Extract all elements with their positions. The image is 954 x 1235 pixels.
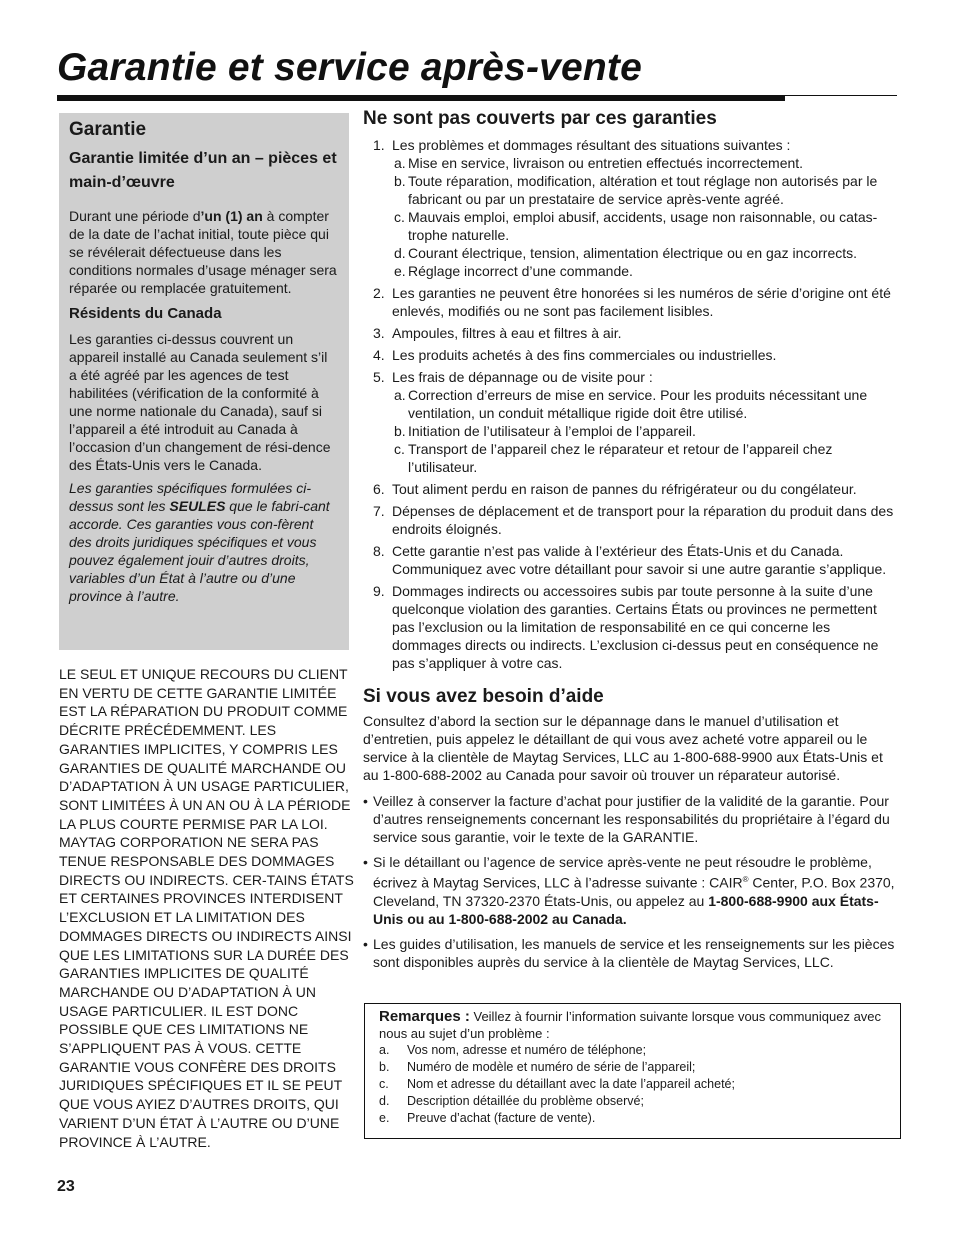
exclusion-subitem — [392, 440, 901, 476]
list-item — [363, 935, 901, 971]
warranty-intro-pre: Durant une période d — [69, 208, 201, 224]
subitem-letter: a. — [394, 155, 406, 171]
exclusion-text: Dommages indirects ou accessoires subis par toute personne à la suite d’une quelconque violation des garanties. Certains États ou provinces ne permettent pas l’exclusion ou la limitation de responsabilité en ce qui concerne les dommages directs ou indirects. L’exclusion ci-dessus peut en conséquence ne pas s’appliquer à votre cas. — [392, 583, 879, 671]
exclusion-subitem — [392, 154, 901, 172]
subitem-text: Transport de l’appareil chez le réparateur et retour de l’appareil chez l’utilisateur. — [408, 441, 833, 475]
title-rule — [57, 95, 785, 101]
help-bullet-3: Les guides d’utilisation, les manuels de service et les renseignements sur les pièces sont disponibles auprès du service à la clientèle de Maytag Services, LLC. — [373, 935, 895, 970]
specific-post: que le fabri-cant accorde. Ces garanties vous con-fèrent des droits juridiques spécifiques et vous pouvez également jouir d’autres droits, variables d’un État à l’autre ou d’une province à l’autre. — [69, 498, 330, 604]
exclusion-item — [363, 368, 901, 476]
exclusion-subitem — [392, 422, 901, 440]
exclusion-sublist — [392, 154, 901, 280]
subitem-letter: a. — [394, 387, 406, 403]
remarks-list — [379, 1042, 890, 1127]
subitem-letter: d. — [394, 245, 406, 261]
remarks-intro — [379, 1008, 890, 1042]
exclusion-text: Cette garantie n’est pas valide à l’extérieur des États-Unis et du Canada. Communiquez avec votre détaillant pour savoir si une autre garantie s’applique. — [392, 543, 887, 577]
subitem-letter: c. — [394, 441, 405, 457]
list-item — [363, 792, 901, 846]
warranty-intro — [69, 207, 339, 297]
exclusion-item — [363, 502, 901, 538]
exclusion-item — [363, 136, 901, 280]
remarks-box — [364, 1003, 901, 1139]
remark-item — [379, 1076, 890, 1093]
help-bullet-2-mid: Center, P.O. Box 2370, Cleveland, TN 37320-2370 États-Unis, ou appelez au — [373, 874, 895, 909]
subitem-text: Réglage incorrect d’une commande. — [408, 263, 633, 279]
specific-bold: SEULES — [169, 498, 226, 514]
exclusion-subitem — [392, 262, 901, 280]
help-bullets — [363, 792, 901, 971]
exclusion-item — [363, 324, 901, 342]
list-item — [363, 853, 901, 928]
remarks-label: Remarques : — [379, 1008, 470, 1025]
subitem-letter: c. — [394, 209, 405, 225]
exclusion-sublist — [392, 386, 901, 476]
exclusion-item — [363, 480, 901, 498]
exclusion-subitem — [392, 386, 901, 422]
exclusion-item — [363, 346, 901, 364]
exclusion-number: 1. — [373, 137, 385, 153]
subitem-text: Courant électrique, tension, alimentation électrique ou en gaz incorrects. — [408, 245, 858, 261]
exclusion-number: 6. — [373, 481, 385, 497]
exclusion-number: 3. — [373, 325, 385, 341]
help-intro: Consultez d’abord la section sur le dépannage dans le manuel d’utilisation et d’entretien, puis appelez le détaillant de qui vous avez acheté votre appareil ou le service à la clientèle de Maytag Services, LLC au 1-800-688-9900 aux États-Unis et au 1-800-688-2002 au Canada pour savoir où trouver un réparateur autorisé. — [363, 713, 883, 783]
right-column — [363, 108, 901, 978]
remark-item — [379, 1110, 890, 1127]
specific-pre: Les garanties spécifiques formulées ci-dessus sont les — [69, 480, 312, 514]
exclusion-text: Les frais de dépannage ou de visite pour : — [392, 369, 653, 385]
registered-mark: ® — [742, 875, 749, 884]
warranty-intro-post: à compter de la date de l’achat initial, toute pièce qui se révélerait défectueuse dans les conditions normales d’usage ménager sera réparée ou remplacée gratuitement. — [69, 208, 337, 296]
remark-text: Numéro de modèle et numéro de série de l’appareil; — [407, 1060, 696, 1074]
page-title: Garantie et service après-vente — [57, 46, 643, 89]
subitem-letter: b. — [394, 423, 406, 439]
warranty-intro-bold: ’un (1) an — [200, 208, 263, 224]
disclaimer-caps: LE SEUL ET UNIQUE RECOURS DU CLIENT EN VERTU DE CETTE GARANTIE LIMITÉE EST LA RÉPARATION DU PRODUIT COMME DÉCRITE PRÉCÉDEMMENT. LES GARANTIES IMPLICITES, Y COMPRIS LES GARANTIES DE QUALITÉ MARCHANDE OU D’ADAPTATION À UN USAGE PARTICULIER, SONT LIMITÉES À UN AN OU À LA PÉRIODE LA PLUS COURTE PERMISE PAR LA LOI. MAYTAG CORPORATION NE SERA PAS TENUE RESPONSABLE DES DOMMAGES DIRECTS OU INDIRECTS. CER-TAINS ÉTATS ET CERTAINES PROVINCES INTERDISENT L’EXCLUSION ET LA LIMITATION DES DOMMAGES DIRECTS OU INDIRECTS AINSI QUE LES LIMITATIONS SUR LA DURÉE DES GARANTIES IMPLICITES DE QUALITÉ MARCHANDE OU D’ADAPTATION À UN USAGE PARTICULIER. IL EST DONC POSSIBLE QUE CES LIMITATIONS NE S’APPLIQUENT PAS À VOUS. CETTE GARANTIE VOUS CONFÈRE DES DROITS JURIDIQUES SPÉCIFIQUES ET IL SE PEUT QUE VOUS AYIEZ D’AUTRES DROITS, QUI VARIENT D’UN ÉTAT À L’AUTRE OU D’UNE PROVINCE À L’AUTRE. — [59, 666, 354, 1150]
exclusion-subitem — [392, 172, 901, 208]
exclusion-number: 7. — [373, 503, 385, 519]
exclusion-text: Tout aliment perdu en raison de pannes du réfrigérateur ou du congélateur. — [392, 481, 857, 497]
exclusion-number: 2. — [373, 285, 385, 301]
remark-item — [379, 1093, 890, 1110]
subitem-text: Mise en service, livraison ou entretien effectués incorrectement. — [408, 155, 804, 171]
warranty-heading: Garantie — [69, 119, 147, 140]
specific-warranty-text — [69, 479, 339, 605]
exclusion-text: Les produits achetés à des fins commerciales ou industrielles. — [392, 347, 777, 363]
exclusion-subitem — [392, 244, 901, 262]
exclusion-item — [363, 542, 901, 578]
remarks-intro-text: Veillez à fournir l’information suivante lorsque vous communiquez avec nous au sujet d’un problème : — [379, 1009, 882, 1041]
canada-text: Les garanties ci-dessus couvrent un appareil installé au Canada seulement s’il a été agréé par les agences de test habilitées (vérification de la conformité à une norme nationale du Canada), sauf si l’appareil a été introduit au Canada à l’occasion d’un changement de rési-dence des États-Unis vers le Canada. — [69, 331, 331, 473]
warranty-box — [59, 113, 349, 650]
exclusions-list — [363, 136, 901, 672]
canada-heading: Résidents du Canada — [69, 305, 222, 322]
subitem-text: Mauvais emploi, emploi abusif, accidents, usage non raisonnable, ou catas-trophe naturelle. — [408, 209, 878, 243]
subitem-letter: b. — [394, 173, 406, 189]
subitem-text: Initiation de l’utilisateur à l’emploi de l’appareil. — [408, 423, 696, 439]
remark-text: Description détaillée du problème observé; — [407, 1094, 644, 1108]
remark-letter: c. — [379, 1077, 389, 1091]
exclusion-text: Les problèmes et dommages résultant des situations suivantes : — [392, 137, 791, 153]
exclusion-subitem — [392, 208, 901, 244]
remark-item — [379, 1042, 890, 1059]
subitem-text: Correction d’erreurs de mise en service. Pour les produits nécessitant une ventilation, un conduit métallique rigide doit être utilisé. — [408, 387, 868, 421]
help-bullet-2-pre: Si le détaillant ou l’agence de service après-vente ne peut résoudre le problème, écrivez à Maytag Services, LLC à l’adresse suivante : CAIR — [373, 854, 872, 891]
subitem-text: Toute réparation, modification, altération et tout réglage non autorisés par le fabricant ou par un prestataire de service après-vente agréé. — [408, 173, 878, 207]
exclusion-item — [363, 582, 901, 672]
remark-item — [379, 1059, 890, 1076]
exclusion-number: 9. — [373, 583, 385, 599]
warranty-subheading: Garantie limitée d’un an – pièces et main-d’œuvre — [69, 150, 337, 191]
bullet-icon: • — [363, 854, 368, 870]
exclusion-number: 4. — [373, 347, 385, 363]
title-rule-thin — [785, 95, 897, 96]
help-heading: Si vous avez besoin d’aide — [363, 686, 604, 707]
help-bullet-2-phones: 1-800-688-9900 aux États-Unis ou au 1-800-688-2002 au Canada. — [373, 892, 879, 927]
exclusion-item — [363, 284, 901, 320]
exclusion-number: 8. — [373, 543, 385, 559]
exclusion-text: Les garanties ne peuvent être honorées si les numéros de série d’origine ont été enlevés, modifiés ou ne sont pas facilement lisibles. — [392, 285, 891, 319]
remark-text: Preuve d’achat (facture de vente). — [407, 1111, 596, 1125]
help-bullet-1: Veillez à conserver la facture d’achat pour justifier de la validité de la garantie. Pour d’autres renseignements concernant les responsabilités du propriétaire à l’égard du service sous garantie, voir le texte de la GARANTIE. — [373, 793, 890, 845]
exclusions-heading: Ne sont pas couverts par ces garanties — [363, 108, 717, 129]
bullet-icon: • — [363, 935, 368, 952]
remark-letter: d. — [379, 1094, 390, 1108]
exclusion-number: 5. — [373, 369, 385, 385]
subitem-letter: e. — [394, 263, 406, 279]
exclusion-text: Ampoules, filtres à eau et filtres à air. — [392, 325, 622, 341]
bullet-icon: • — [363, 793, 368, 809]
remark-letter: e. — [379, 1111, 390, 1125]
page-number: 23 — [57, 1178, 75, 1195]
remark-text: Nom et adresse du détaillant avec la date l’appareil acheté; — [407, 1077, 735, 1091]
exclusion-text: Dépenses de déplacement et de transport pour la réparation du produit dans des endroits éloignés. — [392, 503, 894, 537]
remark-letter: a. — [379, 1043, 390, 1057]
remark-text: Vos nom, adresse et numéro de téléphone; — [407, 1043, 647, 1057]
remark-letter: b. — [379, 1060, 390, 1074]
